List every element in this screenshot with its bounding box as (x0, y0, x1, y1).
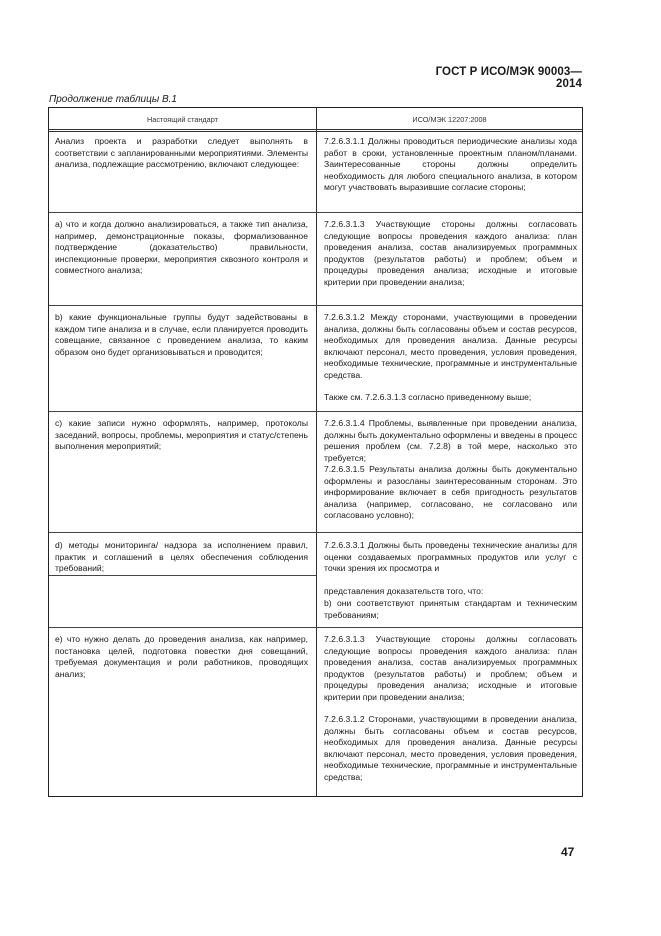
row-separator (49, 532, 582, 533)
table-cell-right-continued: представления доказательств того, что: (324, 586, 484, 596)
table-cell-left: b) какие функциональные группы будут задействованы в каждом типе анализа и в случае, если планируется проводить совещание, связанное с проведением анализа, то каким образом оно будет организовываться и проводится; (55, 312, 308, 357)
column-header-iso-12207: ИСО/МЭК 12207:2008 (412, 115, 487, 124)
row-separator (49, 212, 582, 213)
table-cell-right: 7.2.6.3.1.4 Проблемы, выявленные при проведении анализа, должны быть документально оформлены и введены в процесс решения проблем (см. 7.2.8) в той мере, насколько это требуется; (324, 418, 577, 463)
row-separator (49, 627, 582, 628)
table-cell-left: d) методы мониторинга/ надзора за исполнением правил, практик и соглашений в целях обеспечения соблюдения требований; (55, 540, 308, 574)
table-continuation-label: Продолжение таблицы В.1 (49, 94, 177, 105)
table-cell-right-extra: Также см. 7.2.6.3.1.3 согласно приведенному выше; (324, 392, 532, 402)
table-cell-left: a) что и когда должно анализироваться, а также тип анализа, например, демонстрационные показы, формализованное подтверждение (доказательство) правильности, инспекционные проверки, мероприятия сквозного контроля и совместного анализа; (55, 219, 308, 276)
row-separator (49, 305, 582, 306)
standard-code-header: ГОСТ Р ИСО/МЭК 90003—2014 (435, 66, 582, 90)
table-cell-right: 7.2.6.3.1.3 Участвующие стороны должны согласовать следующие вопросы проведения каждого анализа: план проведения анализа, состав анализируемых программных продуктов (результатов работы) и проблем; объем и процедуры проведения анализа; исходные и итоговые критерии при проведении анализа; (324, 634, 577, 702)
table-cell-right-extra: 7.2.6.3.1.2 Сторонами, участвующими в проведении анализа, должны быть согласованы объем и состав ресурсов, необходимых для проведения анализа. Данные ресурсы включают персонал, место проведения, условия проведения, необходимые технические, программные и инструментальные средства; (324, 714, 577, 782)
comparison-table (48, 107, 583, 797)
table-cell-left: c) какие записи нужно оформлять, например, протоколы заседаний, вопросы, проблемы, мероприятия и статус/степень выполнения мероприятий; (55, 418, 308, 452)
table-cell-left: Анализ проекта и разработки следует выполнять в соответствии с запланированными мероприятиями. Элементы анализа, подлежащие рассмотрению, включают следующее: (55, 136, 308, 170)
table-cell-right: 7.2.6.3.1.2 Между сторонами, участвующими в проведении анализа, должны быть согласованы объем и состав ресурсов, необходимых для проведения анализа. Данные ресурсы включают персонал, место проведения, условия проведения, необходимые технические, программные и инструментальные средства. (324, 312, 577, 380)
table-cell-right: 7.2.6.3.1.3 Участвующие стороны должны согласовать следующие вопросы проведения каждого анализа: план проведения анализа, состав анализируемых программных продуктов (результатов работы) и проблем; объем и процедуры проведения анализа; исходные и итоговые критерии при проведении анализа; (324, 219, 577, 287)
column-header-this-standard: Настоящий стандарт (147, 115, 218, 124)
header-separator (49, 129, 582, 132)
row-separator-left (49, 575, 316, 576)
row-separator (49, 411, 582, 412)
table-cell-right-continued: b) они соответствуют принятым стандартам и техническим требованиям; (324, 598, 577, 620)
table-cell-right: 7.2.6.3.1.1 Должны проводиться периодические анализы хода работ в сроки, установленные проектным планом/планами. Заинтересованные стороны должны определить необходимость для любого специального анализа, в котором могут участвовать выразившие согласие стороны; (324, 136, 577, 193)
page-number: 47 (561, 845, 575, 859)
table-cell-left: e) что нужно делать до проведения анализа, как например, постановка целей, подготовка повестки дня совещаний, требуемая документация и роли работников, проводящих анализ; (55, 634, 308, 679)
table-cell-right-extra: 7.2.6.3.1.5 Результаты анализа должны быть документально оформлены и разосланы заинтересованным сторонам. Это информирование включает в себя пригодность результатов анализа (например, согласовано, не согласовано или согласовано условно); (324, 464, 577, 521)
table-cell-right: 7.2.6.3.3.1 Должны быть проведены технические анализы для оценки создаваемых программных продуктов или услуг с точки зрения их просмотра и (324, 540, 577, 574)
